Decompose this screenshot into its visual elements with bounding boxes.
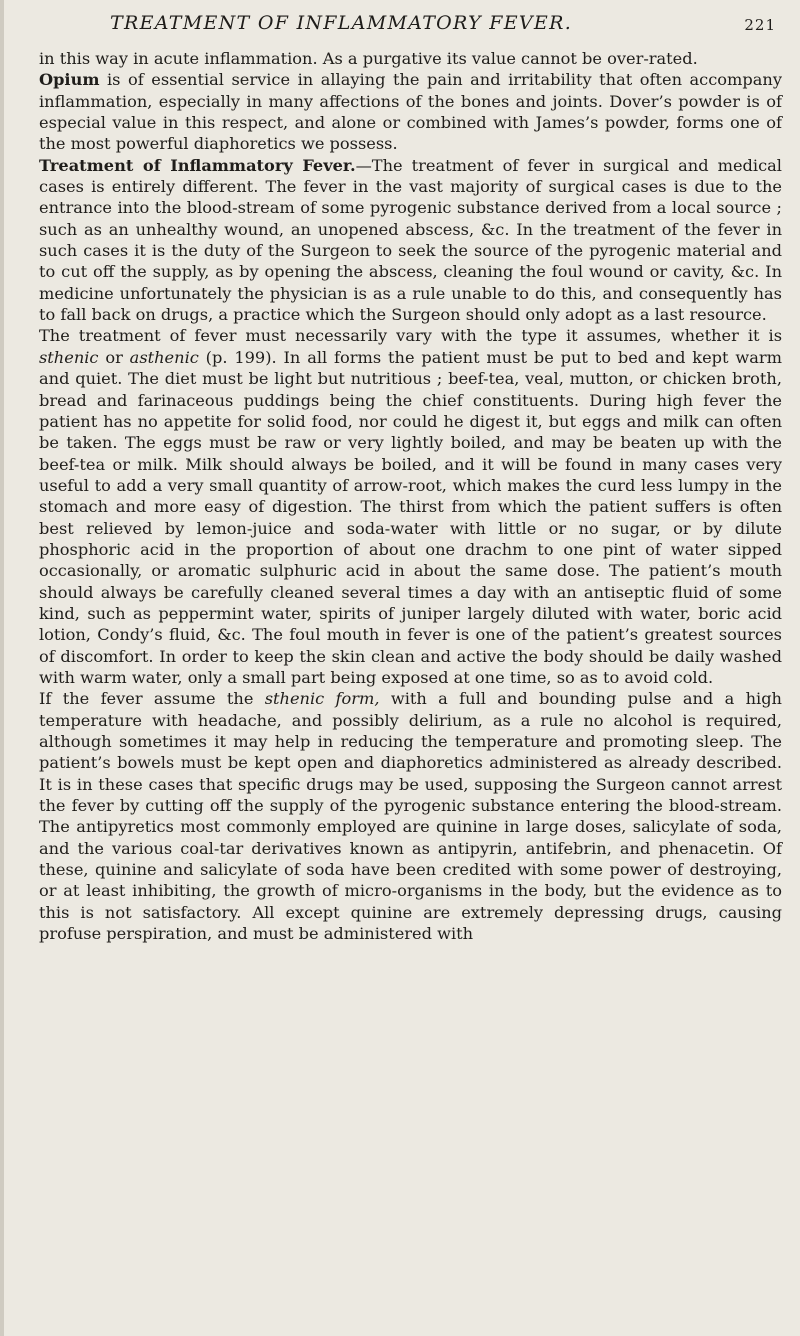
paragraph-3 [39,155,782,326]
paragraph-2 [39,69,782,154]
paragraph-4-text-b: or [98,347,130,367]
runin-heading-treatment: Treatment of Inflammatory Fever. [39,155,356,175]
paragraph-2-text: is of essential service in allaying the pain and irritability that often accompany inflammation, especially in many affections of the bones and joints. Dover’s powder is of especial value in this respect, and alone or combined with James’s powder, forms one of the most powerful diaphoretics we possess. [39,70,782,154]
paragraph-1-text: in this way in acute inflammation. As a purgative its value cannot be over-rated. [39,49,698,68]
paragraph-4-em-asthenic: asthenic [129,347,199,367]
paragraph-4-em-sthenic: sthenic [39,347,99,367]
page-number: 221 [744,16,776,34]
paragraph-5-text-b: with a full and bounding pulse and a high temperature with headache, and possibly delirium, as a rule no alcohol is required, although sometimes it may help in reducing the temperature and promoting sleep. The patient’s bowels must be kept open and diaphoretics administered as already described. It is in these cases that specific drugs may be used, supposing the Surgeon cannot arrest the fever by cutting off the supply of the pyrogenic substance entering the blood-stream. The antipyretics most commonly employed are quinine in large doses, salicylate of soda, and the various coal-tar derivatives known as antipyrin, antifebrin, and phenacetin. Of these, quinine and salicylate of soda have been credited with some power of destroying, or at least inhibiting, the growth of micro-organisms in the body, but the evidence as to this is not satisfactory. All except quinine are extremely depressing drugs, causing profuse perspiration, and must be administered with [39,689,782,944]
paragraph-4-text-c: (p. 199). In all forms the patient must be put to bed and kept warm and quiet. The diet must be light but nutritious ; beef-tea, veal, mutton, or chicken broth, bread and farinaceous puddings being the chief constituents. During high fever the patient has no appetite for solid food, nor could he digest it, but eggs and milk can often be taken. The eggs must be raw or very lightly boiled, and may be beaten up with the beef-tea or milk. Milk should always be boiled, and it will be found in many cases very useful to add a very small quantity of arrow-root, which makes the curd less lumpy in the stomach and more easy of digestion. The thirst from which the patient suffers is often best relieved by lemon-juice and soda-water with little or no sugar, or by dilute phosphoric acid in the proportion of about one drachm to one pint of water sipped occasionally, or aromatic sulphuric acid in about the same dose. The patient’s mouth should always be carefully cleaned several times a day with an antiseptic fluid of some kind, such as peppermint water, spirits of juniper largely diluted with water, boric acid lotion, Condy’s fluid, &c. The foul mouth in fever is one of the patient’s greatest sources of discomfort. In order to keep the skin clean and active the body should be daily washed with warm water, only a small part being exposed at one time, so as to avoid cold. [39,347,782,687]
body-text [39,48,782,944]
paragraph-4-text-a: The treatment of fever must necessarily vary with the type it assumes, whether it is [39,326,782,346]
page-edge [0,0,4,1336]
paragraph-5-em-sthenic-form: sthenic form, [264,689,380,709]
paragraph-5-text-a: If the fever assume the [39,689,265,709]
running-head [0,10,800,38]
paragraph-1 [39,48,782,69]
paragraph-3-text: —The treatment of fever in surgical and medical cases is entirely different. The fever in the vast majority of surgical cases is due to the entrance into the blood-stream of some pyrogenic substance derived from a local source ; such as an unhealthy wound, an unopened abscess, &c. In the treatment of the fever in such cases it is the duty of the Surgeon to seek the source of the pyrogenic material and to cut off the supply, as by opening the abscess, cleaning the foul wound or cavity, &c. In medicine unfortunately the physician is as a rule unable to do this, and consequently has to fall back on drugs, a practice which the Surgeon should only adopt as a last resource. [39,155,782,325]
paragraph-4 [39,325,782,688]
paragraph-5 [39,688,782,944]
runin-heading-opium: Opium [39,70,100,90]
running-head-title: TREATMENT OF INFLAMMATORY FEVER. [110,12,573,34]
